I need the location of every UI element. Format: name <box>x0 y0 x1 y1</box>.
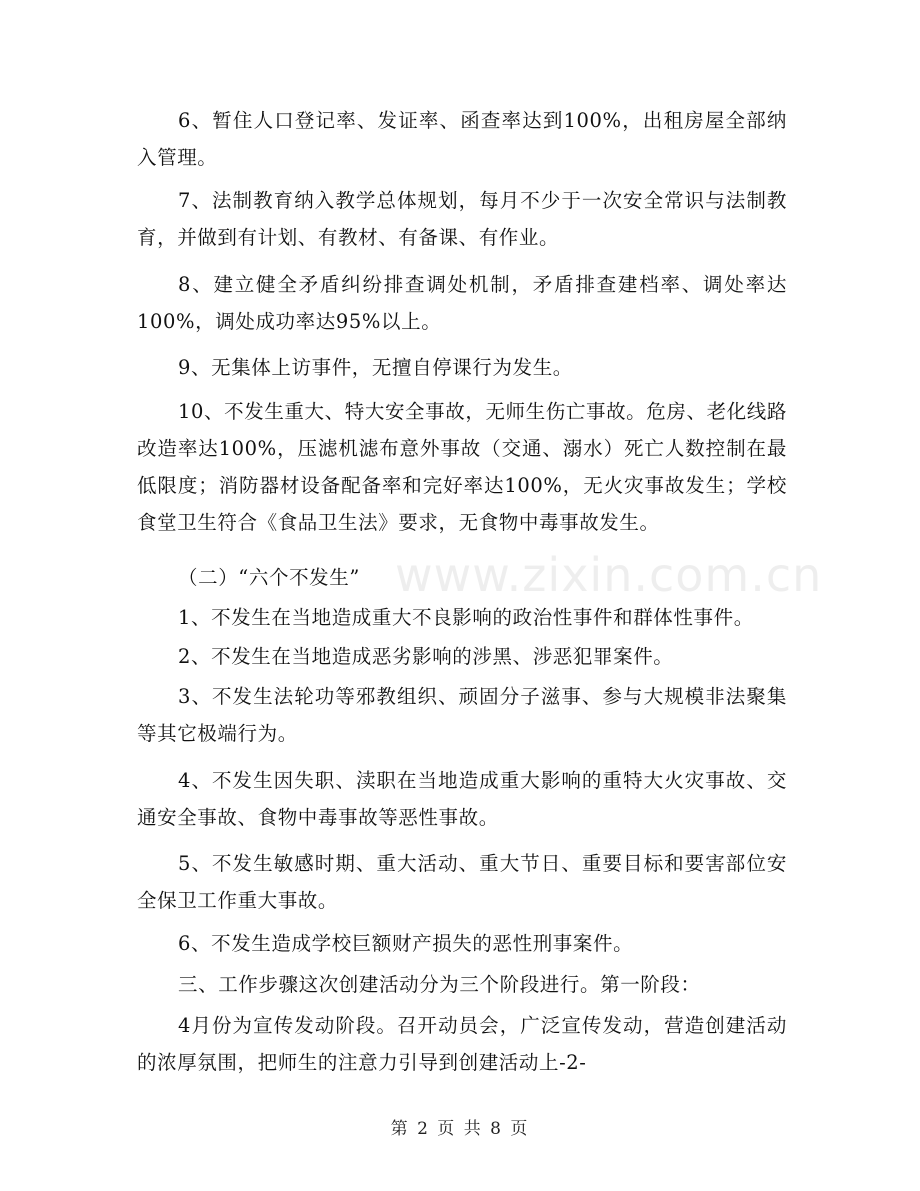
paragraph: 7、法制教育纳入教学总体规划，每月不少于一次安全常识与法制教育，并做到有计划、有教材、有备课、有作业。 <box>137 189 787 249</box>
page-footer: 第 2 页 共 8 页 <box>390 1119 530 1139</box>
paragraph: 9、无集体上访事件，无擅自停课行为发生。 <box>178 356 573 379</box>
watermark: www.zixin.com.cn <box>395 548 823 602</box>
paragraph: 4月份为宣传发动阶段。召开动员会，广泛宣传发动，营造创建活动的浓厚氛围，把师生的注意力引导到创建活动上-2- <box>137 1014 787 1074</box>
paragraph: 8、建立健全矛盾纠纷排查调处机制，矛盾排查建档率、调处率达100%，调处成功率达95%以上。 <box>137 273 787 333</box>
section-heading: 三、工作步骤这次创建活动分为三个阶段进行。第一阶段： <box>178 973 701 996</box>
paragraph: 6、暂住人口登记率、发证率、函查率达到100%，出租房屋全部纳入管理。 <box>137 109 787 169</box>
paragraph: 10、不发生重大、特大安全事故，无师生伤亡事故。危房、老化线路改造率达100%，压滤机滤布意外事故（交通、溺水）死亡人数控制在最低限度；消防器材设备配备率和完好率达100%，无火灾事故发生；学校食堂卫生符合《食品卫生法》要求，无食物中毒事故发生。 <box>137 400 787 534</box>
paragraph: 2、不发生在当地造成恶劣影响的涉黑、涉恶犯罪案件。 <box>178 645 674 668</box>
paragraph: 3、不发生法轮功等邪教组织、顽固分子滋事、参与大规模非法聚集等其它极端行为。 <box>137 685 787 745</box>
paragraph: 6、不发生造成学校巨额财产损失的恶性刑事案件。 <box>178 932 634 955</box>
paragraph: 1、不发生在当地造成重大不良影响的政治性事件和群体性事件。 <box>178 606 754 629</box>
paragraph: 4、不发生因失职、渎职在当地造成重大影响的重特大火灾事故、交通安全事故、食物中毒事故等恶性事故。 <box>137 769 787 829</box>
section-subheading: （二）“六个不发生” <box>178 566 360 589</box>
paragraph: 5、不发生敏感时期、重大活动、重大节日、重要目标和要害部位安全保卫工作重大事故。 <box>137 852 787 912</box>
